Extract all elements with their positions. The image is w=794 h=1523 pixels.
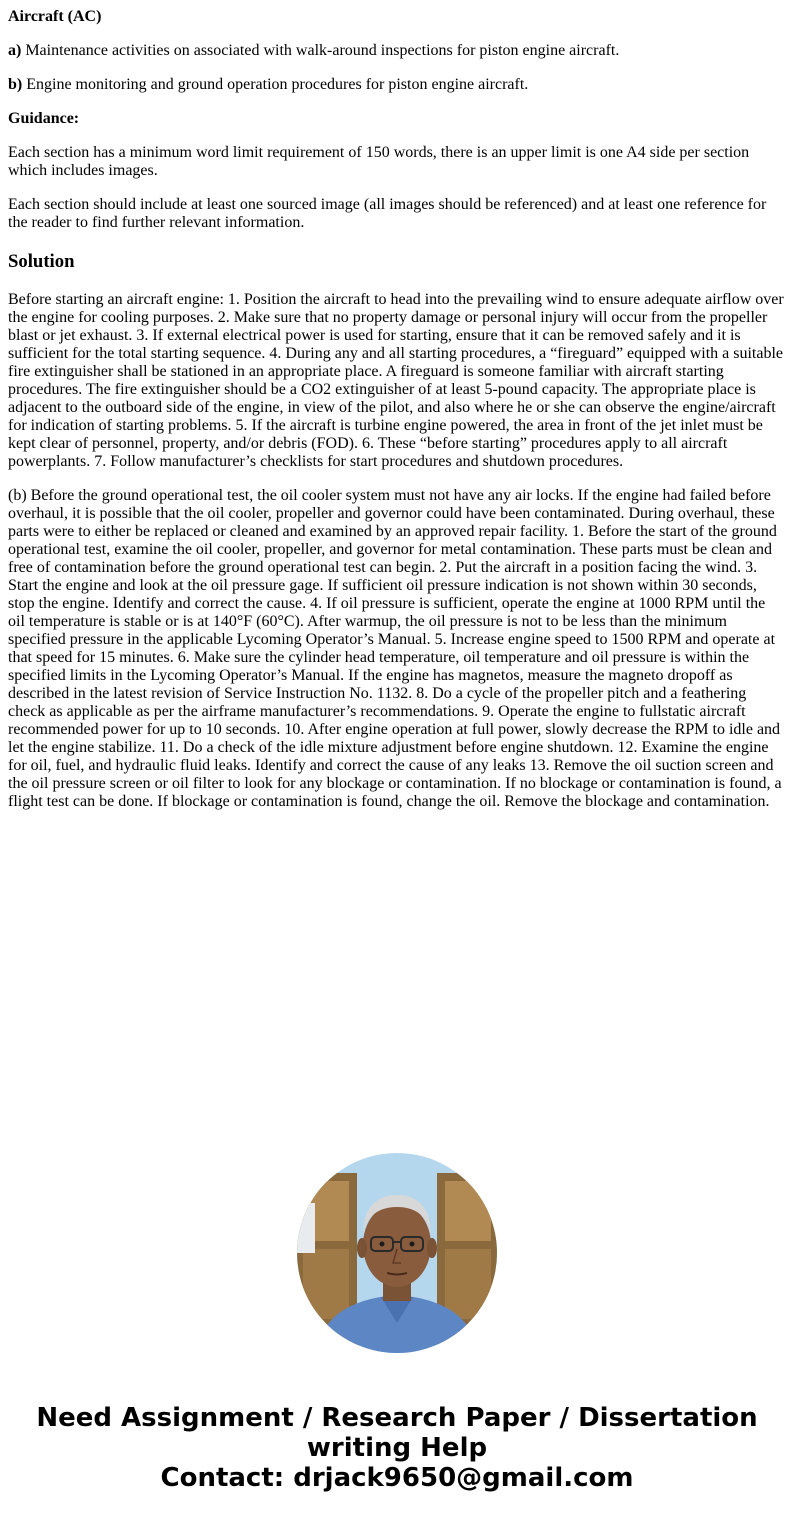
footer-line-3: Contact: drjack9650@gmail.com xyxy=(160,1463,634,1493)
question-item-a xyxy=(8,42,786,60)
guidance-paragraph-1: Each section has a minimum word limit requirement of 150 words, there is an upper limit is one A4 side per section which includes images. xyxy=(8,144,750,179)
solution-paragraph-1: Before starting an aircraft engine: 1. Position the aircraft to head into the prevailing wind to ensure adequate airflow over the engine for cooling purposes. 2. Make sure that no property damage or personal injury will occur from the propeller blast or jet exhaust. 3. If external electrical power is used for starting, ensure that it can be removed safely and it is sufficient for the total starting sequence. 4. During any and all starting procedures, a “fireguard” equipped with a suitable fire extinguisher shall be stationed in an appropriate place. A fireguard is someone familiar with aircraft starting procedures. The fire extinguisher should be a CO2 extinguisher of at least 5-pound capacity. The appropriate place is adjacent to the outboard side of the engine, in view of the pilot, and also where he or she can observe the engine/aircraft for indication of starting problems. 5. If the aircraft is turbine engine powered, the area in front of the jet inlet must be kept clear of personnel, property, and/or debris (FOD). 6. These “before starting” procedures apply to all aircraft powerplants. 7. Follow manufacturer’s checklists for start procedures and shutdown procedures. xyxy=(8,291,784,470)
item-b-text: Engine monitoring and ground operation procedures for piston engine aircraft. xyxy=(22,76,529,93)
author-photo xyxy=(297,1153,497,1353)
guidance-paragraph-2: Each section should include at least one sourced image (all images should be referenced) and at least one reference for the reader to find further relevant information. xyxy=(8,196,767,231)
solution-paragraph-2: (b) Before the ground operational test, the oil cooler system must not have any air locks. If the engine had failed before overhaul, it is possible that the oil cooler, propeller and governor could have been contaminated. During overhaul, these parts were to either be replaced or cleaned and examined by an approved repair facility. 1. Before the start of the ground operational test, examine the oil cooler, propeller, and governor for metal contamination. These parts must be clean and free of contamination before the ground operational test can begin. 2. Put the aircraft in a position facing the wind. 3. Start the engine and look at the oil pressure gage. If sufficient oil pressure indication is not shown within 30 seconds, stop the engine. Identify and correct the cause. 4. If oil pressure is sufficient, operate the engine at 1000 RPM until the oil temperature is stable or is at 140°F (60°C). After warmup, the oil pressure is not to be less than the minimum specified pressure in the applicable Lycoming Operator’s Manual. 5. Increase engine speed to 1500 RPM and operate at that speed for 15 minutes. 6. Make sure the cylinder head temperature, oil temperature and oil pressure is within the specified limits in the Lycoming Operator’s Manual. If the engine has magnetos, measure the magneto dropoff as described in the latest revision of Service Instruction No. 1132. 8. Do a cycle of the propeller pitch and a feathering check as applicable as per the airframe manufacturer’s recommendations. 9. Operate the engine to fullstatic aircraft recommended power for up to 10 seconds. 10. After engine operation at full power, slowly decrease the RPM to idle and let the engine stabilize. 11. Do a check of the idle mixture adjustment before engine shutdown. 12. Examine the engine for oil, fuel, and hydraulic fluid leaks. Identify and correct the cause of any leaks 13. Remove the oil suction screen and the oil pressure screen or oil filter to look for any blockage or contamination. If no blockage or contamination is found, a flight test can be done. If blockage or contamination is found, change the oil. Remove the blockage and contamination. xyxy=(8,487,782,810)
footer-line-2: writing Help xyxy=(306,1433,488,1463)
document-content xyxy=(8,8,786,827)
footer-contact xyxy=(0,1403,794,1493)
question-item-b xyxy=(8,76,786,94)
footer-line-1: Need Assignment / Research Paper / Dissertation xyxy=(36,1403,758,1433)
solution-heading: Solution xyxy=(8,251,75,272)
question-title: Aircraft (AC) xyxy=(8,8,102,25)
author-portrait xyxy=(297,1153,497,1353)
item-b-marker: b) xyxy=(8,76,23,93)
item-a-marker: a) xyxy=(8,42,22,59)
guidance-heading: Guidance: xyxy=(8,110,80,127)
item-a-text: Maintenance activities on associated with walk-around inspections for piston engine aircraft. xyxy=(21,42,620,59)
